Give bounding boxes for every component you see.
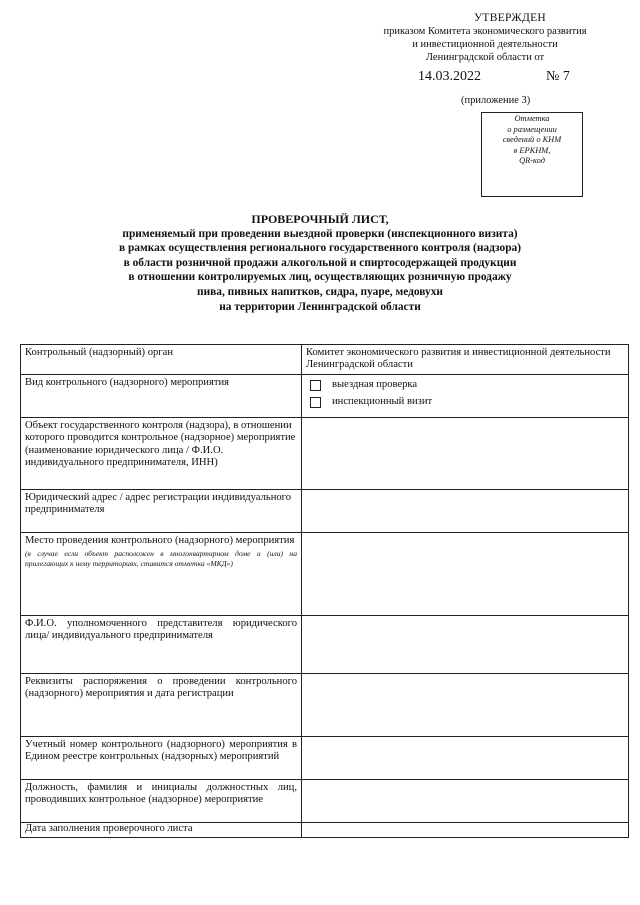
representative-label: Ф.И.О. уполномоченного представителя юридического лица/ индивидуального предпринимателя (21, 616, 302, 674)
checkbox[interactable] (310, 397, 321, 408)
table-row (21, 780, 629, 823)
checkbox[interactable] (310, 380, 321, 391)
table-row (21, 823, 629, 838)
address-value[interactable] (302, 490, 629, 533)
table-row (21, 418, 629, 490)
address-label: Юридический адрес / адрес регистрации индивидуального предпринимателя (21, 490, 302, 533)
qr-box-line: QR-код (519, 156, 545, 165)
document-title-line: в области розничной продажи алкогольной и спиртосодержащей продукции (123, 256, 517, 269)
authority-value: Комитет экономического развития и инвестиционной деятельности Ленинградской области (302, 345, 629, 375)
order-value[interactable] (302, 674, 629, 737)
qr-code-placeholder (481, 112, 583, 197)
authority-label: Контрольный (надзорный) орган (21, 345, 302, 375)
table-row (21, 533, 629, 616)
event-type-options (302, 375, 629, 418)
place-label: Место проведения контрольного (надзорного) мероприятия (25, 535, 295, 546)
qr-box-line: сведений о КНМ (502, 135, 562, 144)
document-title (20, 212, 620, 314)
registry-label: Учетный номер контрольного (надзорного) мероприятия в Едином реестре контрольных (надзорных) мероприятий (21, 737, 302, 780)
place-note: (в случае если объект расположен в многоквартирном доме и (или) на прилегающих к нему территориях, ставится отметка «МКД») (25, 549, 297, 568)
approval-title: УТВЕРЖДЕН (473, 12, 547, 24)
qr-box-line: Отметка (514, 114, 550, 123)
option-label: инспекционный визит (332, 396, 433, 408)
qr-box-line: о размещении (507, 124, 557, 134)
approval-line: и инвестиционной деятельности (412, 39, 558, 50)
table-row (21, 375, 629, 418)
document-title-main: ПРОВЕРОЧНЫЙ ЛИСТ, (251, 212, 389, 226)
object-value[interactable] (302, 418, 629, 490)
table-row (21, 674, 629, 737)
appendix-label: (приложение 3) (461, 95, 531, 106)
option-inspection-visit[interactable] (310, 396, 624, 408)
table-row (21, 616, 629, 674)
approval-date: 14.03.2022 (418, 69, 481, 84)
representative-value[interactable] (302, 616, 629, 674)
place-value[interactable] (302, 533, 629, 616)
registry-value[interactable] (302, 737, 629, 780)
approval-line: приказом Комитета экономического развития (383, 26, 587, 37)
document-title-line: в рамках осуществления регионального государственного контроля (надзора) (118, 242, 522, 255)
event-type-label: Вид контрольного (надзорного) мероприятия (21, 375, 302, 418)
approval-number: № 7 (546, 69, 570, 84)
checklist-table (20, 344, 629, 838)
table-row (21, 490, 629, 533)
option-label: выездная проверка (332, 379, 418, 390)
document-title-line: применяемый при проведении выездной проверки (инспекционного визита) (122, 227, 518, 240)
place-cell (21, 533, 302, 616)
object-label: Объект государственного контроля (надзора), в отношении которого проводится контрольное (надзорное) мероприятие (наименование юридического лица / Ф.И.О. индивидуального предпринимателя, ИНН) (21, 418, 302, 490)
document-title-line: пива, пивных напитков, сидра, пуаре, медовухи (197, 285, 443, 298)
officials-label: Должность, фамилия и инициалы должностных лиц, проводивших контрольное (надзорное) мероприятие (21, 780, 302, 823)
order-label: Реквизиты распоряжения о проведении контрольного (надзорного) мероприятия и дата регистрации (21, 674, 302, 737)
approval-line: Ленинградской области от (425, 52, 545, 63)
table-row (21, 345, 629, 375)
fill-date-label: Дата заполнения проверочного листа (21, 823, 302, 838)
document-title-line: в отношении контролируемых лиц, осуществляющих розничную продажу (128, 271, 512, 284)
qr-box-line: в ЕРКНМ, (513, 145, 551, 155)
officials-value[interactable] (302, 780, 629, 823)
table-row (21, 737, 629, 780)
option-field-inspection[interactable] (310, 379, 624, 391)
document-title-line: на территории Ленинградской области (219, 300, 421, 313)
approval-block (360, 12, 610, 64)
fill-date-value[interactable] (302, 823, 629, 838)
